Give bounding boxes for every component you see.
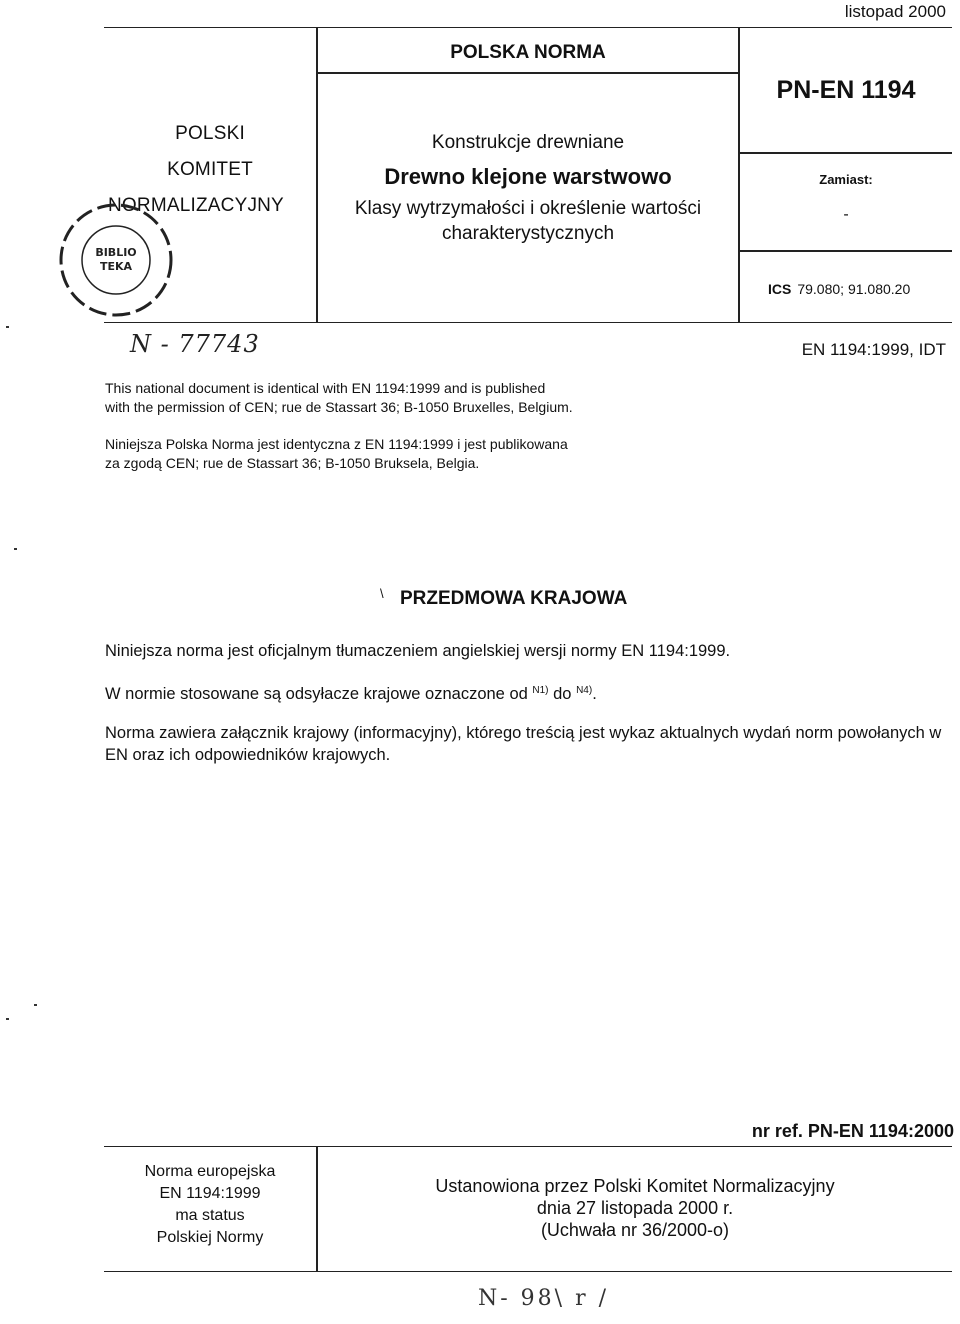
header-table [104,27,952,323]
committee-line-1: POLSKI [175,123,245,144]
svg-text:TEKA: TEKA [99,260,133,273]
committee-line-3: NORMALIZACYJNY [108,195,284,216]
norm-description-line-2: charakterystycznych [441,223,615,244]
reference-number: nr ref. PN-EN 1194:2000 [751,1121,954,1141]
scan-speck [14,548,17,550]
library-stamp-icon [56,200,176,320]
replaces-label: Zamiast: [819,172,873,187]
header-line-norm-type [318,72,738,74]
notice-polish-line-2: za zgodą CEN; rue de Stassart 36; B-1050 Bruksela, Belgia. [105,455,480,471]
footer-status-line-1: Norma europejska [144,1163,276,1180]
header-line-replaces [740,250,952,252]
foreword-paragraph-2 [105,680,955,705]
footer-status [104,1161,316,1249]
header-line-number [740,152,952,154]
ics-label: ICS [768,281,792,297]
footer-status-line-4: Polskiej Normy [156,1229,264,1246]
footer-status-line-3: ma status [175,1207,245,1224]
footnote-ref-from: N1) [532,685,549,696]
scan-speck [6,1018,9,1020]
handwritten-number: N - 77743 [130,330,260,358]
footer-status-line-2: EN 1194:1999 [159,1185,261,1202]
notice-english-line-2: with the permission of CEN; rue de Stassart 36; B-1050 Bruxelles, Belgium. [105,399,573,415]
foreword-paragraph-1: Niniejsza norma jest oficjalnym tłumaczeniem angielskiej wersji normy EN 1194:1999. [105,642,731,660]
ics-code [768,281,910,297]
notice-english-line-1: This national document is identical with EN 1194:1999 and is published [105,380,546,396]
svg-text:BIBLIO: BIBLIO [95,246,137,259]
ics-value: 79.080; 91.080.20 [797,281,911,297]
document-date: listopad 2000 [844,2,946,21]
norm-number: PN-EN 1194 [776,76,916,104]
foreword-paragraph-2-mid: do [553,685,572,703]
norm-description-line-1: Klasy wytrzymałości i określenie wartości [354,198,702,219]
bottom-scribble: N- 98\ r / [478,1286,609,1311]
scan-speck [6,326,9,328]
foreword-paragraph-3: Norma zawiera załącznik krajowy (informacyjny), którego treścią jest wykaz aktualnych wydań norm powołanych w EN oraz ich odpowiedników krajowych. [105,724,942,764]
footnote-ref-to: N4) [576,685,593,696]
notice-polish [105,435,885,473]
replaces-value: - [843,206,849,223]
norm-type: POLSKA NORMA [450,42,606,63]
footer-approval-line-2: dnia 27 listopada 2000 r. [536,1198,734,1218]
committee-line-2: KOMITET [167,159,253,180]
scan-speck [34,1004,37,1006]
footer-table [104,1146,952,1272]
foreword-paragraph-2-text: W normie stosowane są odsyłacze krajowe oznaczone od [105,685,528,703]
notice-polish-line-1: Niniejsza Polska Norma jest identyczna z EN 1194:1999 i jest publikowana [105,436,568,452]
norm-description [318,196,738,246]
footer-approval-line-3: (Uchwała nr 36/2000-o) [540,1220,730,1240]
norm-title: Drewno klejone warstwowo [384,164,672,189]
tick-mark: \ [380,586,384,601]
foreword-title: PRZEDMOWA KRAJOWA [400,588,628,609]
foreword-paragraph-2-end: . [592,685,597,703]
footer-approval [318,1175,952,1241]
norm-title-block [318,132,738,246]
norm-subject: Konstrukcje drewniane [431,132,625,153]
notice-english [105,379,885,417]
identity-note: EN 1194:1999, IDT [801,340,946,359]
footer-approval-line-1: Ustanowiona przez Polski Komitet Normalizacyjny [435,1176,835,1196]
